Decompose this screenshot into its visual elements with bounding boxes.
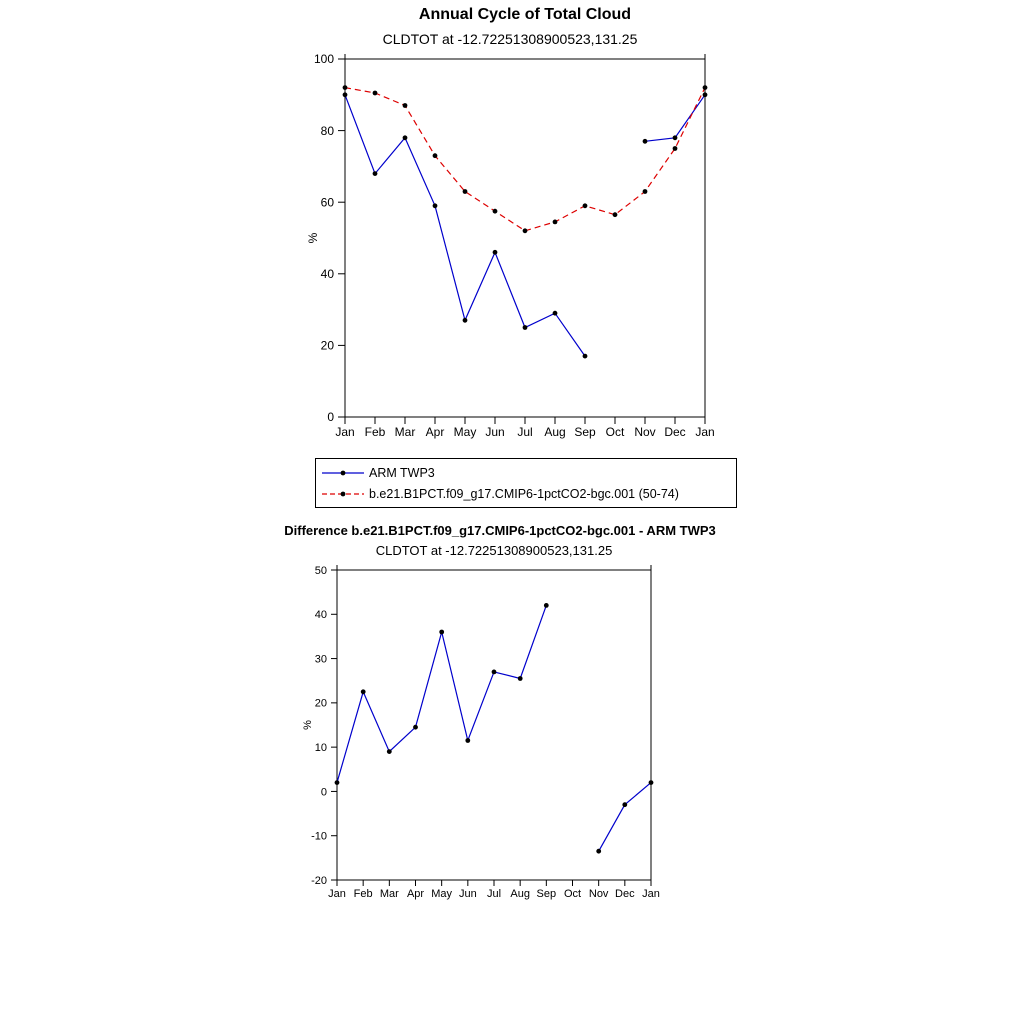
plot-frame	[345, 59, 705, 417]
x-tick-label: Jan	[335, 425, 355, 439]
plot-frame	[337, 570, 651, 880]
y-tick-label: 20	[314, 697, 327, 710]
x-tick-label: Oct	[563, 888, 582, 900]
data-point-marker	[649, 780, 654, 785]
x-tick-label: Mar	[394, 425, 416, 439]
y-tick-label: 20	[320, 338, 334, 353]
data-point-marker	[463, 318, 468, 323]
data-point-marker	[622, 802, 627, 807]
x-tick-label: Dec	[664, 425, 686, 439]
data-point-marker	[553, 311, 558, 316]
x-tick-label: Mar	[379, 888, 399, 900]
y-tick-label: 30	[314, 653, 327, 666]
data-point-marker	[493, 209, 498, 214]
x-tick-label: Feb	[364, 425, 386, 439]
chart2-title: Difference b.e21.B1PCT.f09_g17.CMIP6-1pctCO2-bgc.001 - ARM TWP3	[284, 523, 716, 538]
series-line-0	[337, 605, 651, 851]
data-point-marker	[523, 325, 528, 330]
data-point-marker	[433, 203, 438, 208]
data-point-marker	[673, 135, 678, 140]
data-point-marker	[643, 189, 648, 194]
legend-label-model: b.e21.B1PCT.f09_g17.CMIP6-1pctCO2-bgc.001 (50-74)	[369, 486, 679, 501]
x-tick-label: Jan	[328, 888, 346, 900]
data-point-marker	[343, 92, 348, 97]
x-tick-label: Jul	[486, 888, 502, 900]
y-tick-label: -10	[311, 830, 327, 843]
x-tick-label: Nov	[588, 888, 609, 900]
x-tick-label: May	[431, 888, 453, 900]
x-tick-label: Jun	[485, 425, 505, 439]
x-tick-label: Oct	[605, 425, 625, 439]
data-point-marker	[403, 103, 408, 108]
x-tick-label: Aug	[544, 425, 566, 439]
y-tick-label: -20	[311, 874, 327, 887]
data-point-marker	[613, 212, 618, 217]
data-point-marker	[433, 153, 438, 158]
y-tick-label: 10	[314, 741, 327, 754]
data-point-marker	[596, 849, 601, 854]
data-point-marker	[583, 354, 588, 359]
y-tick-label: 40	[320, 267, 334, 281]
y-tick-label: 0	[320, 786, 327, 799]
y-tick-label: 80	[320, 123, 334, 138]
y-tick-label: 0	[327, 410, 334, 425]
chart-1	[306, 52, 715, 439]
x-tick-label: Apr	[406, 888, 425, 900]
data-point-marker	[361, 689, 366, 694]
data-point-marker	[523, 228, 528, 233]
x-tick-label: Sep	[536, 888, 557, 900]
data-point-marker	[403, 135, 408, 140]
x-tick-label: Jun	[458, 888, 477, 900]
legend-label-obs: ARM TWP3	[369, 465, 435, 480]
x-tick-label: Aug	[510, 888, 530, 900]
legend-item-model	[316, 483, 736, 504]
x-tick-label: Dec	[615, 888, 635, 900]
x-tick-label: Nov	[634, 425, 656, 439]
legend	[315, 458, 737, 508]
data-point-marker	[373, 171, 378, 176]
data-point-marker	[673, 146, 678, 151]
data-point-marker	[463, 189, 468, 194]
y-tick-label: 50	[314, 564, 327, 577]
chart1-title: Annual Cycle of Total Cloud	[418, 6, 632, 23]
y-tick-label: 100	[313, 52, 334, 67]
data-point-marker	[643, 139, 648, 144]
chart1-subtitle: CLDTOT at -12.72251308900523,131.25	[382, 31, 638, 47]
data-point-marker	[518, 676, 523, 681]
y-tick-label: 40	[314, 609, 327, 622]
data-point-marker	[553, 220, 558, 225]
x-tick-label: Jan	[695, 425, 715, 439]
legend-item-obs	[316, 462, 736, 483]
series-line-0	[345, 95, 705, 356]
x-tick-label: Sep	[574, 425, 596, 439]
data-point-marker	[703, 85, 708, 90]
x-tick-label: May	[453, 425, 477, 439]
x-tick-label: Jan	[642, 888, 660, 900]
chart2-subtitle: CLDTOT at -12.72251308900523,131.25	[375, 543, 613, 558]
data-point-marker	[544, 603, 549, 608]
y-axis-label: %	[306, 232, 320, 244]
chart-2	[302, 565, 660, 900]
data-point-marker	[703, 92, 708, 97]
legend-line-dashed-sample	[321, 489, 365, 499]
data-point-marker	[387, 749, 392, 754]
series-line-1	[345, 88, 705, 231]
data-point-marker	[583, 203, 588, 208]
data-point-marker	[492, 670, 497, 675]
legend-line-solid-sample	[321, 468, 365, 478]
y-tick-label: 60	[320, 195, 334, 210]
data-point-marker	[373, 91, 378, 96]
x-tick-label: Feb	[353, 888, 373, 900]
data-point-marker	[439, 630, 444, 635]
data-point-marker	[343, 85, 348, 90]
x-tick-label: Jul	[517, 425, 533, 439]
y-axis-label: %	[302, 720, 314, 730]
data-point-marker	[335, 780, 340, 785]
data-point-marker	[493, 250, 498, 255]
data-point-marker	[413, 725, 418, 730]
x-tick-label: Apr	[425, 425, 445, 439]
data-point-marker	[465, 738, 470, 743]
